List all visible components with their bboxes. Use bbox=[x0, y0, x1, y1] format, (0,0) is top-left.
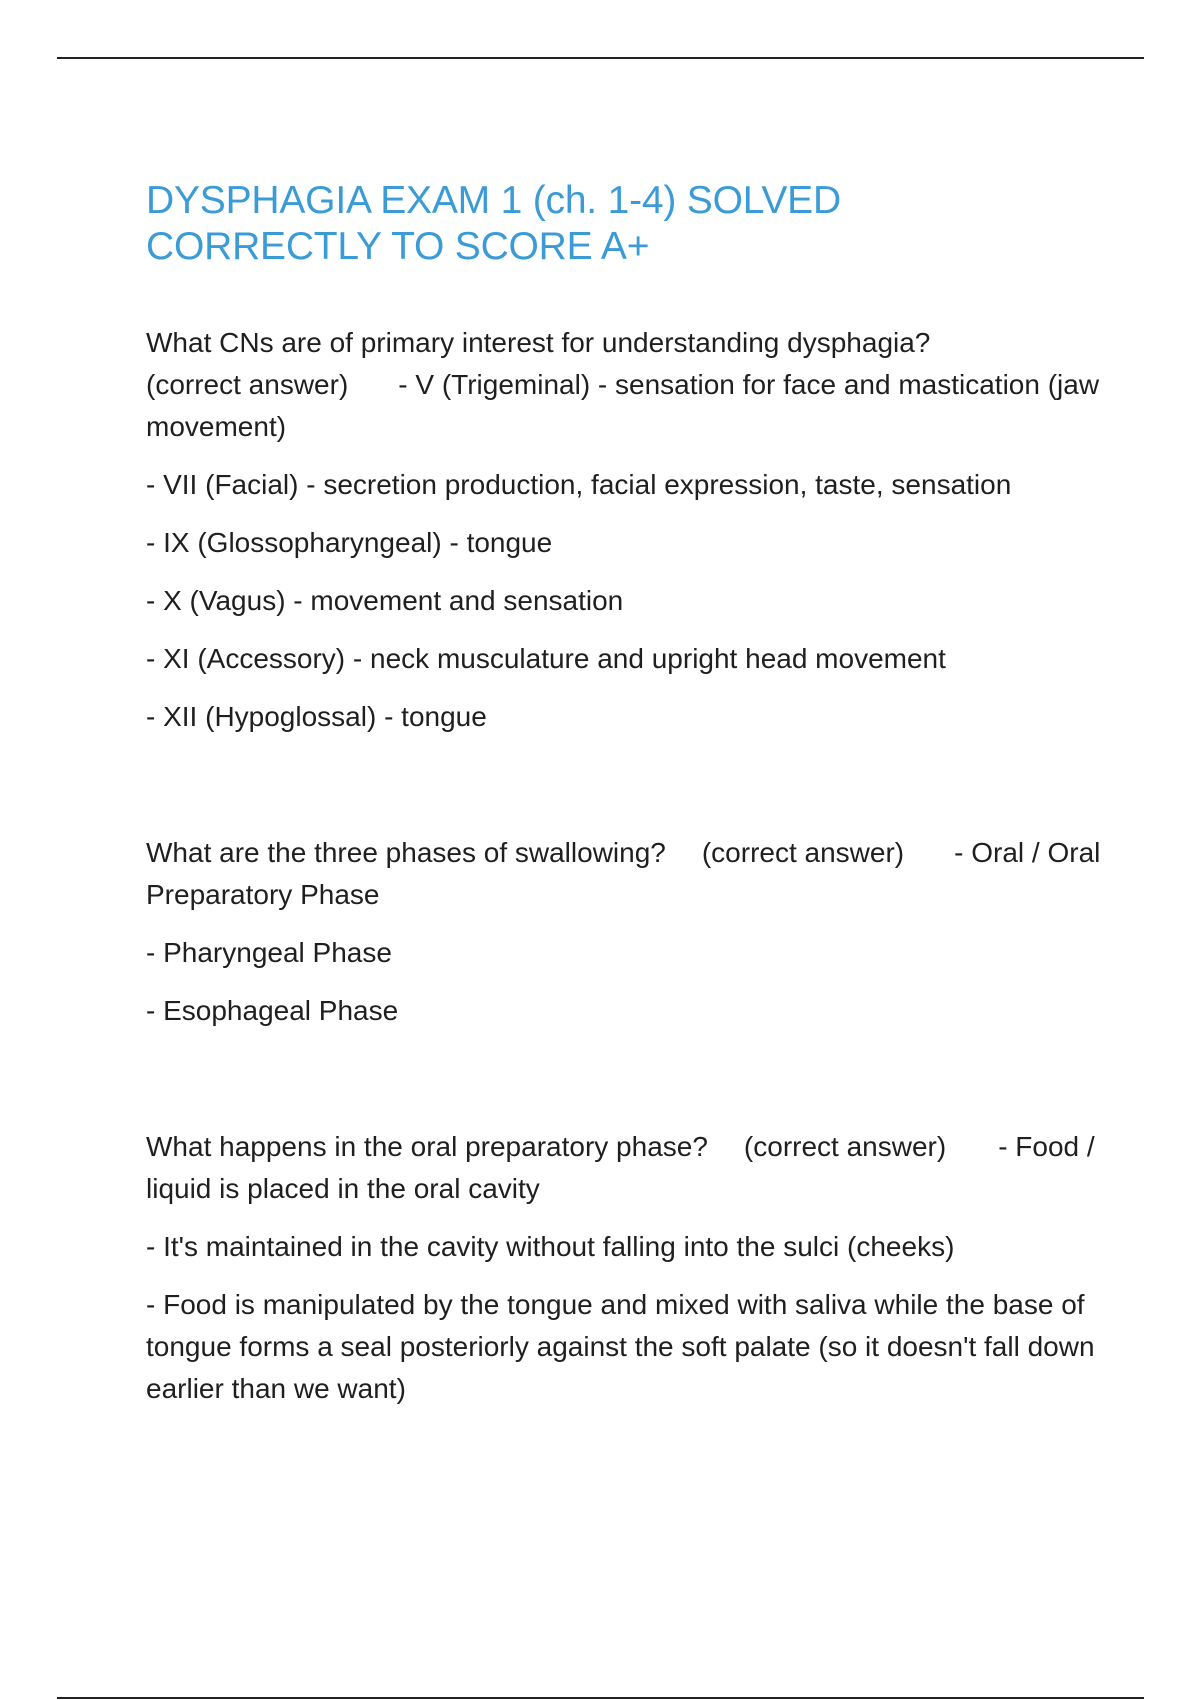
title-line-1: DYSPHAGIA EXAM 1 (ch. 1-4) SOLVED bbox=[146, 179, 841, 222]
answer-tag: (correct answer) bbox=[146, 369, 349, 400]
qa-block-oral-preparatory bbox=[146, 1126, 1106, 1410]
question-text: What CNs are of primary interest for understanding dysphagia? bbox=[146, 327, 931, 358]
top-rule bbox=[57, 57, 1144, 59]
question-paragraph bbox=[146, 1126, 1106, 1210]
answer-item: - Food is manipulated by the tongue and mixed with saliva while the base of tongue forms a seal posteriorly against the soft palate (so it doesn't fall down earlier than we want) bbox=[146, 1289, 1095, 1404]
qa-block-cranial-nerves bbox=[146, 322, 1106, 738]
title-line-2: CORRECTLY TO SCORE A+ bbox=[146, 225, 650, 268]
question-paragraph bbox=[146, 832, 1106, 916]
bottom-rule bbox=[57, 1697, 1144, 1699]
answer-item: - Pharyngeal Phase bbox=[146, 937, 392, 968]
answer-item: - IX (Glossopharyngeal) - tongue bbox=[146, 527, 553, 558]
answer-item: - XII (Hypoglossal) - tongue bbox=[146, 701, 487, 732]
answer-item: - It's maintained in the cavity without falling into the sulci (cheeks) bbox=[146, 1231, 955, 1262]
answer-item: - XI (Accessory) - neck musculature and upright head movement bbox=[146, 643, 946, 674]
qa-block-swallowing-phases bbox=[146, 832, 1106, 1032]
question-text: What happens in the oral preparatory phase? bbox=[146, 1131, 708, 1162]
first-answer: - Food / liquid is placed in the oral cavity bbox=[146, 1131, 1095, 1204]
answer-tag: (correct answer) bbox=[743, 1131, 947, 1162]
document-body bbox=[146, 178, 1106, 1410]
question-text: What are the three phases of swallowing? bbox=[146, 837, 666, 868]
answer-item: - Esophageal Phase bbox=[146, 995, 399, 1026]
answer-item: - VII (Facial) - secretion production, facial expression, taste, sensation bbox=[146, 469, 1012, 500]
answer-item: - X (Vagus) - movement and sensation bbox=[146, 585, 624, 616]
first-answer: - V (Trigeminal) - sensation for face and mastication (jaw movement) bbox=[146, 369, 1100, 442]
question-paragraph bbox=[146, 322, 1106, 448]
first-answer: - Oral / Oral Preparatory Phase bbox=[146, 837, 1101, 910]
document-title bbox=[146, 178, 1106, 270]
answer-tag: (correct answer) bbox=[701, 837, 905, 868]
